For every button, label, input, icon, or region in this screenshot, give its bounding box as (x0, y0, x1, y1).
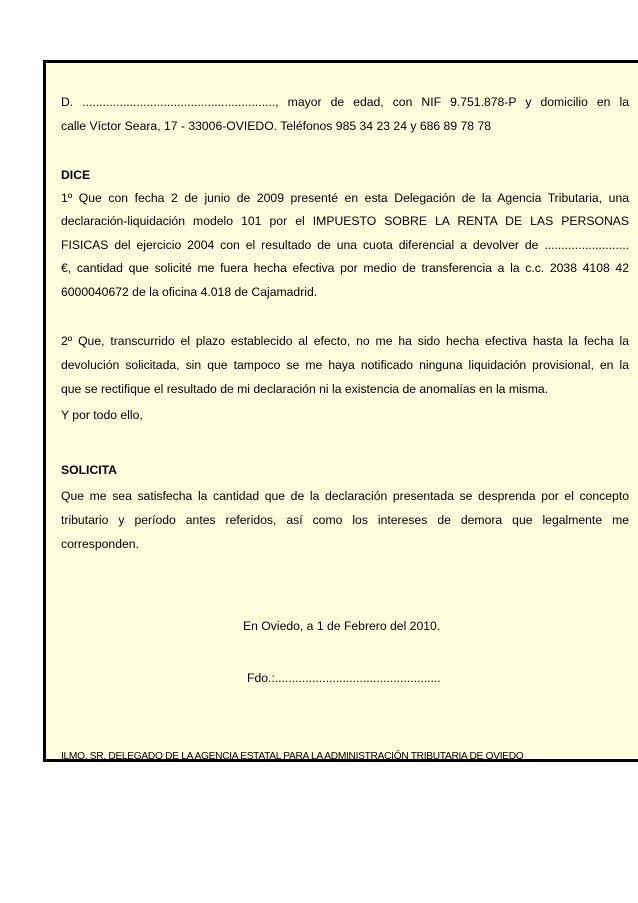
dice-p2-line-1: 2º Que, transcurrido el plazo establecido al efecto, no me ha sido hecha efectiva hasta la fecha la (61, 334, 629, 348)
addressee: ILMO. SR. DELEGADO DE LA AGENCIA ESTATAL PARA LA ADMINISTRACIÓN TRIBUTARIA DE OVIEDO (61, 751, 524, 762)
solicita-heading: SOLICITA (61, 463, 117, 477)
dice-p1-line-2: declaración-liquidación modelo 101 por el IMPUESTO SOBRE LA RENTA DE LAS PERSONAS (61, 214, 629, 228)
solicita-line-1: Que me sea satisfecha la cantidad que de la declaración presentada se desprenda por el concepto (61, 489, 629, 503)
solicita-line-3: corresponden. (61, 537, 139, 551)
applicant-line: D. ........................................................., mayor de edad, con NIF 9.751.878-P y domicilio en la (61, 95, 629, 109)
dice-p1-line-1: 1º Que con fecha 2 de junio de 2009 presenté en esta Delegación de la Agencia Tributaria, una (61, 191, 629, 205)
dice-p1-line-5: 6000040672 de la oficina 4.018 de Cajamadrid. (61, 285, 318, 299)
dice-p1-line-3: FISICAS del ejercicio 2004 con el resultado de una cuota diferencial a devolver de ......................... (61, 238, 629, 252)
dice-heading: DICE (61, 168, 91, 182)
dice-p2-line-2: devolución solicitada, sin que tampoco se me haya notificado ninguna liquidación provisional, en la (61, 358, 629, 372)
dice-p1-line-4: €, cantidad que solicité me fuera hecha efectiva por medio de transferencia a la c.c. 2038 4108 42 (61, 261, 629, 275)
signature-line: Fdo.:................................................. (247, 671, 441, 685)
dice-p2-line-3: que se rectifique el resultado de mi declaración ni la existencia de anomalías en la misma. (61, 382, 549, 396)
dice-closing: Y por todo ello, (61, 408, 143, 422)
place-date: En Oviedo, a 1 de Febrero del 2010. (243, 619, 441, 633)
address-line: calle Víctor Seara, 17 - 33006-OVIEDO. Teléfonos 985 34 23 24 y 686 89 78 78 (61, 119, 492, 133)
solicita-line-2: tributario y período antes referidos, así como los intereses de demora que legalmente me (61, 513, 629, 527)
